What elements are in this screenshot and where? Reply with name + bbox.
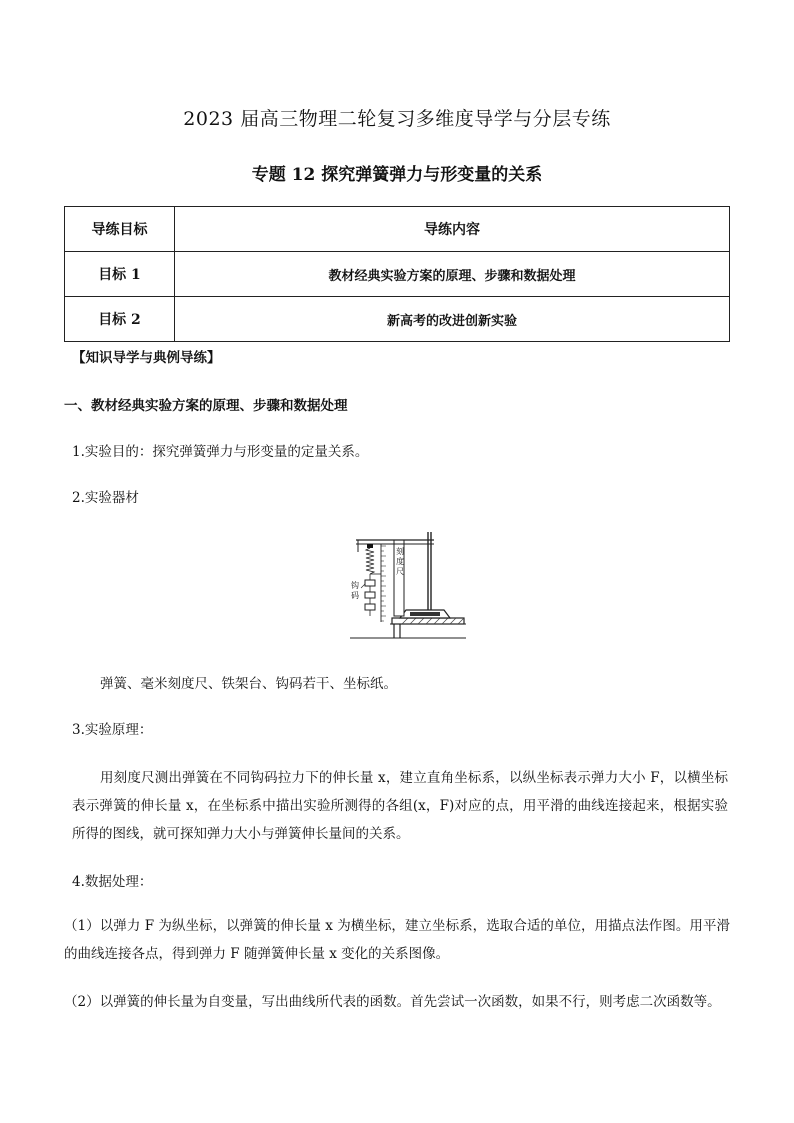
table-cell-goal: 目标 1 bbox=[65, 252, 175, 297]
data-processing-step-2: （2）以弹簧的伸长量为自变量，写出曲线所代表的函数。首先尝试一次函数，如果不行，则考虑二次函数等。 bbox=[64, 994, 721, 1010]
ruler-label-1: 刻 bbox=[396, 547, 404, 556]
section-header: 【知识导学与典例导练】 bbox=[72, 350, 221, 366]
section-heading: 一、教材经典实验方案的原理、步骤和数据处理 bbox=[64, 398, 348, 414]
item-4-data-processing: 4.数据处理： bbox=[72, 874, 153, 890]
topic-subtitle: 专题 12 探究弹簧弹力与形变量的关系 bbox=[251, 165, 543, 185]
table-row bbox=[65, 252, 730, 297]
item-1-purpose: 1.实验目的：探究弹簧弹力与形变量的定量关系。 bbox=[72, 444, 369, 460]
table-header-row bbox=[65, 207, 730, 252]
table-cell-content: 新高考的改进创新实验 bbox=[175, 297, 730, 342]
ruler-label-2: 度 bbox=[396, 557, 404, 566]
goals-table bbox=[64, 206, 730, 342]
table-row bbox=[65, 297, 730, 342]
table-header-content: 导练内容 bbox=[175, 207, 730, 252]
item-2-equipment: 2.实验器材 bbox=[72, 490, 139, 506]
equipment-list: 弹簧、毫米刻度尺、铁架台、钩码若干、坐标纸。 bbox=[100, 676, 397, 692]
ruler-label-3: 尺 bbox=[396, 567, 404, 576]
apparatus-figure bbox=[350, 530, 470, 642]
item-3-principle: 3.实验原理： bbox=[72, 722, 153, 738]
table-header-goal: 导练目标 bbox=[65, 207, 175, 252]
document-title: 2023 届高三物理二轮复习多维度导学与分层专练 bbox=[183, 108, 611, 130]
weights-label-top: 钩 bbox=[351, 581, 359, 590]
table-cell-goal: 目标 2 bbox=[65, 297, 175, 342]
spring-apparatus-diagram bbox=[350, 530, 470, 642]
weights-label-bottom: 码 bbox=[351, 591, 359, 600]
principle-paragraph: 用刻度尺测出弹簧在不同钩码拉力下的伸长量 x，建立直角坐标系，以纵坐标表示弹力大小 F，以横坐标表示弹簧的伸长量 x，在坐标系中描出实验所测得的各组(x，F)对应的点，用平滑的曲线连接起来，根据实验所得的图线，就可探知弹力大小与弹簧伸长量间的关系。 bbox=[72, 770, 728, 842]
data-processing-step-1: （1）以弹力 F 为纵坐标，以弹簧的伸长量 x 为横坐标，建立坐标系，选取合适的单位，用描点法作图。用平滑的曲线连接各点，得到弹力 F 随弹簧伸长量 x 变化的关系图像。 bbox=[64, 918, 730, 962]
table-cell-content: 教材经典实验方案的原理、步骤和数据处理 bbox=[175, 252, 730, 297]
